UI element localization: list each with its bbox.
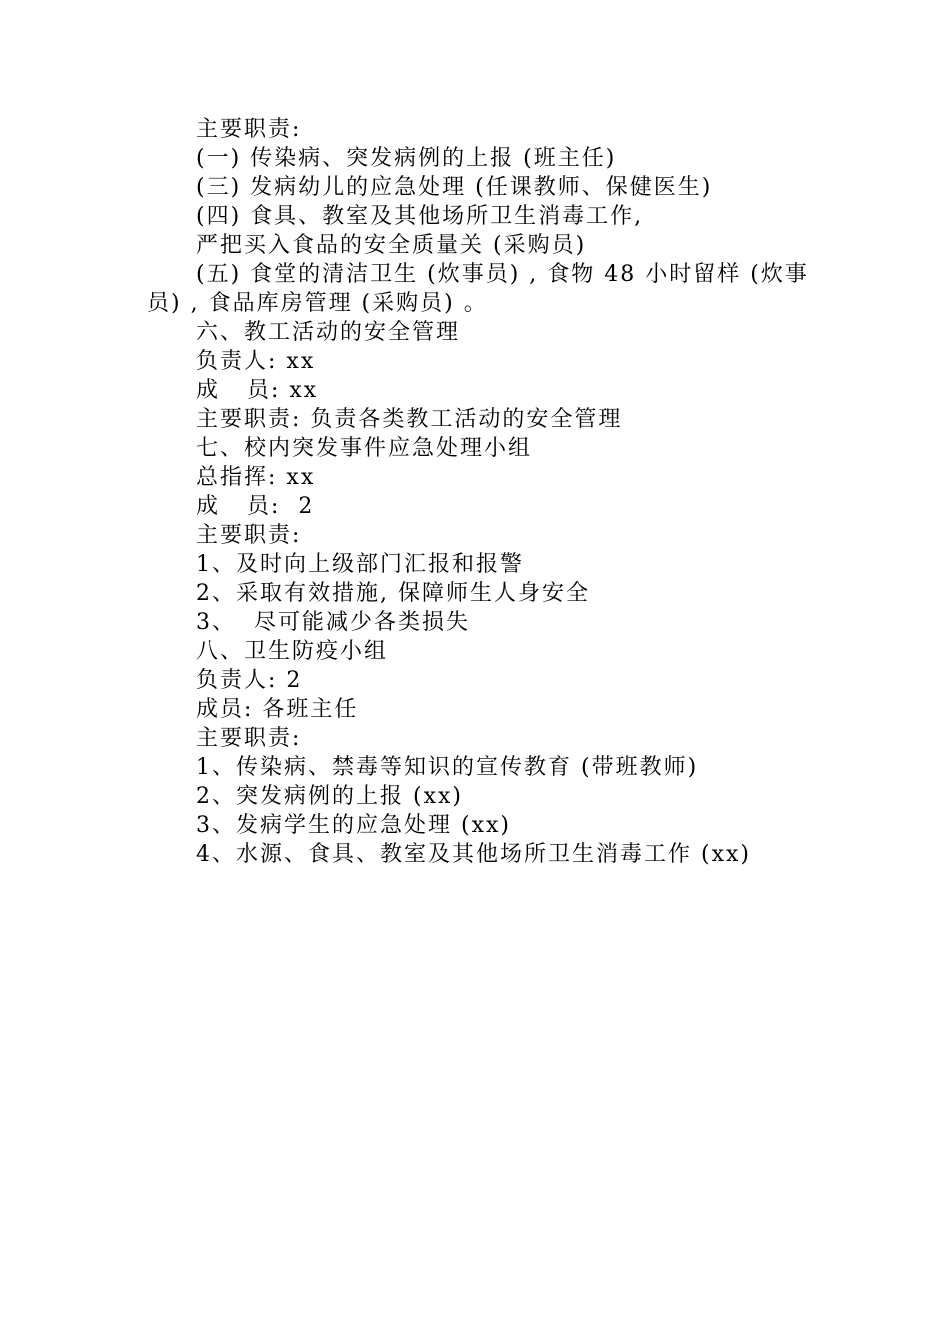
list-item: 2、采取有效措施, 保障师生人身安全 — [196, 581, 590, 606]
text-line: 主要职责: 负责各类教工活动的安全管理 — [196, 407, 623, 432]
text-line: 主要职责: — [196, 117, 302, 142]
list-item: 2、突发病例的上报 (xx) — [196, 784, 463, 809]
text-paragraph: (五) 食堂的清洁卫生 (炊事员) , 食物 48 小时留样 (炊事员) , 食品库房管理 (采购员) 。 — [147, 262, 809, 316]
text-line: 总指挥: xx — [196, 465, 316, 490]
list-item: 4、水源、食具、教室及其他场所卫生消毒工作 (xx) — [196, 842, 751, 867]
text-line: 严把买入食品的安全质量关 (采购员) — [196, 233, 587, 258]
list-item: 3、发病学生的应急处理 (xx) — [196, 813, 511, 838]
section-heading: 七、校内突发事件应急处理小组 — [196, 436, 533, 461]
text-line: (一) 传染病、突发病例的上报 (班主任) — [196, 146, 617, 171]
text-line: 负责人: 2 — [196, 668, 303, 693]
text-line: 主要职责: — [196, 523, 302, 548]
text-line: 成员: 各班主任 — [196, 697, 359, 722]
section-heading: 八、卫生防疫小组 — [196, 639, 389, 664]
text-line: (三) 发病幼儿的应急处理 (任课教师、保健医生) — [196, 175, 713, 200]
text-line: 主要职责: — [196, 726, 302, 751]
section-heading: 六、教工活动的安全管理 — [196, 320, 461, 345]
list-item: 1、传染病、禁毒等知识的宣传教育 (带班教师) — [196, 755, 699, 780]
text-line: (四) 食具、教室及其他场所卫生消毒工作, — [196, 204, 644, 229]
document-body — [147, 115, 812, 869]
text-line: 成 员: xx — [196, 378, 319, 403]
list-item: 1、及时向上级部门汇报和报警 — [196, 552, 524, 577]
text-line: 成 员: 2 — [196, 494, 315, 519]
text-line: 负责人: xx — [196, 349, 316, 374]
list-item: 3、 尽可能减少各类损失 — [196, 610, 470, 635]
